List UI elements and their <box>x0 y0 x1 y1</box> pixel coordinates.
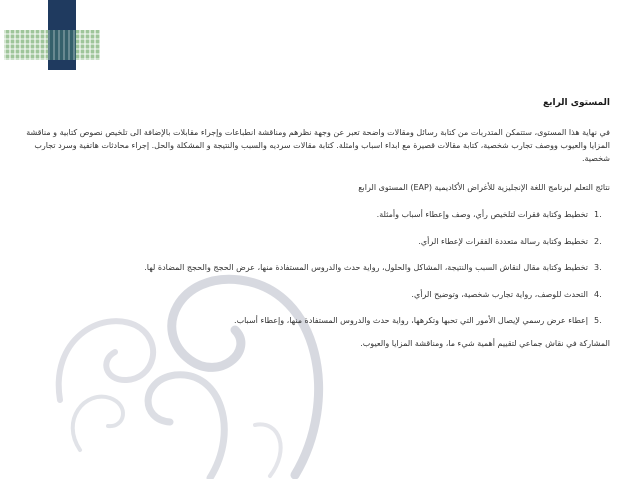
outcomes-heading: نتائج التعلم لبرنامج اللغة الإنجليزية للأغراض الأكاديمية (EAP) المستوى الرابع <box>358 183 610 192</box>
list-number: 1. <box>594 210 602 219</box>
list-number: 5. <box>594 316 602 326</box>
intro-paragraph: في نهاية هذا المستوى، ستتمكن المتدربات من كتابة رسائل ومقالات واضحة تعبر عن وجهة نظرهم ومناقشة انطباعات وإجراء مقابلات بالإضافة الى تلخيص نصوص كتابية و مناقشة المزايا والعيوب ووصف تجارب شخصية، كتابة مقالات قصيرة مع ابداء اسباب وامثلة. كتابة مقالات سرديه والسبب والنتيجة و المشكلة والحل. إجراء محادثات هاتفية وسرد تجارب شخصية. <box>26 128 610 163</box>
list-item <box>50 210 610 237</box>
decorative-bar-pattern <box>48 30 76 60</box>
list-item <box>50 263 610 290</box>
list-item <box>50 237 610 264</box>
list-item-text: التحدث للوصف، رواية تجارب شخصية، وتوضيح الرأي. <box>411 289 588 299</box>
list-number: 3. <box>594 263 602 273</box>
list-number: 4. <box>594 289 602 299</box>
closing-line: المشاركة في نقاش جماعي لتقييم أهمية شيء ما، ومناقشة المزايا والعيوب. <box>360 339 610 348</box>
slide-title: المستوى الرابع <box>542 98 610 108</box>
list-item <box>50 290 610 317</box>
list-item-text: إعطاء عرض رسمي لإيصال الأمور التي تحبها وتكرهها، رواية حدث والدروس المستفادة منها، وإعطاء أسباب. <box>234 316 588 326</box>
outcomes-list <box>50 210 610 343</box>
list-item-text: تخطيط وكتابة مقال لنقاش السبب والنتيجة، المشاكل والحلول، رواية حدث والدروس المستفادة منها، عرض الحجج والحجج المضادة لها. <box>144 263 588 273</box>
list-item-text: تخطيط وكتابة رسالة متعددة الفقرات لإعطاء الرأي. <box>418 236 588 246</box>
list-item-text: تخطيط وكتابة فقرات لتلخيص رأي، وصف وإعطاء أسباب وأمثلة. <box>376 210 588 219</box>
list-number: 2. <box>594 236 602 246</box>
